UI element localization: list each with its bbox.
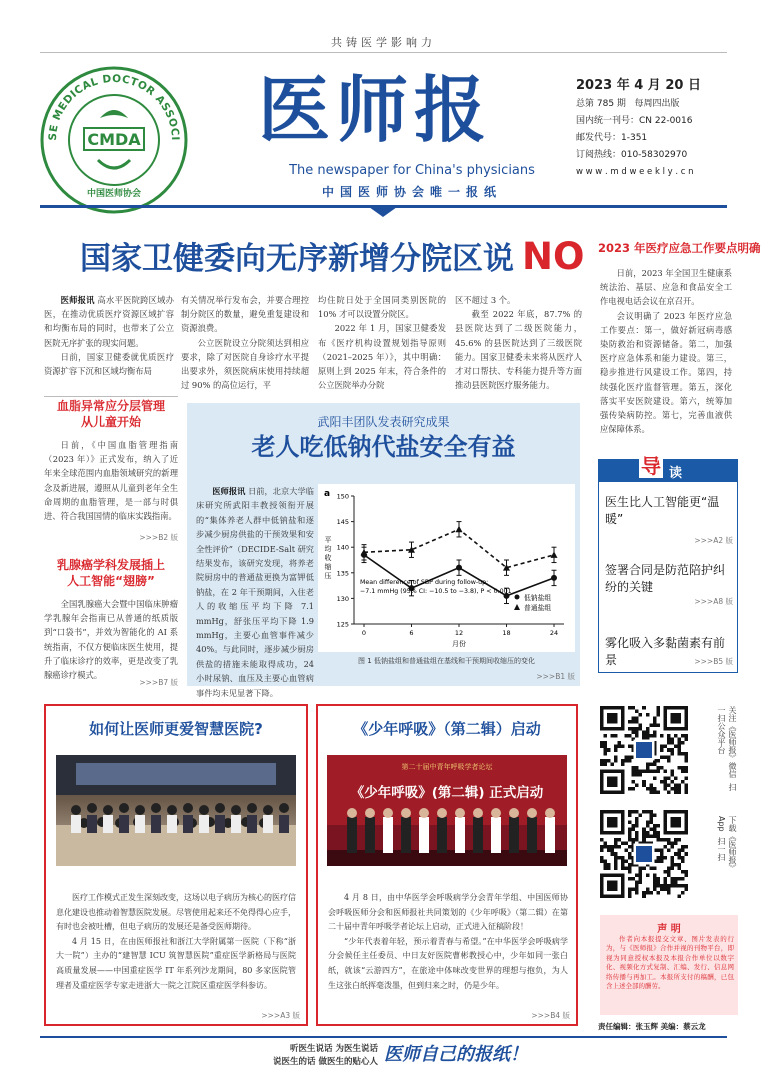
chart-point xyxy=(551,551,558,558)
app-qr-label-b: 扫一扫 xyxy=(717,836,726,861)
headline-col4-text: 区不超过 3 个。 xyxy=(455,295,516,305)
feature-figure-caption: 图 1 低钠盐组和普通盐组在基线和干预期间收缩压的变化 xyxy=(358,657,535,665)
chart-x-tick-label: 0 xyxy=(361,629,367,637)
app-qr-code[interactable] xyxy=(600,810,688,898)
headline-col2b-text: 公立医院设立分院须达到相应要求，除了对医院自身诊疗水平提出要求外，须医院病床使用持续超过 90% 的高位运行，平 xyxy=(181,337,309,391)
chart-y-tick-label: 130 xyxy=(336,594,349,603)
website-link[interactable]: w w w . m d w e e k l y . c n xyxy=(576,167,694,177)
left1-title[interactable] xyxy=(44,398,178,430)
feature-kicker: 武阳丰团队发表研究成果 xyxy=(317,415,450,429)
chart-y-label-char: 平 xyxy=(324,536,332,544)
chart-x-label: 月份 xyxy=(452,640,466,648)
chart-y-tick-label: 145 xyxy=(336,518,349,527)
guide-header-char: 导 xyxy=(641,454,661,478)
headline-col3-text: 均住院日处于全国同类别医院的 10% 才可以设置分院区。 xyxy=(318,295,446,320)
box2-photo xyxy=(327,755,567,866)
headline-col-4 xyxy=(455,293,582,392)
headline-col1b-text: 日前，国家卫健委就优质医疗资源扩容下沉和区域均衡布局 xyxy=(44,351,174,377)
feature-body xyxy=(196,484,314,700)
footer-editors: 责任编辑：张玉辉 美编：蔡云龙 xyxy=(598,1022,706,1031)
box1-title[interactable]: 如何让医师更爱智慧医院? xyxy=(89,720,263,738)
masthead-triangle xyxy=(369,207,397,217)
issue-number: 总第 785 期 xyxy=(576,99,626,109)
issue-date: 2023 年 4 月 20 日 xyxy=(576,78,701,93)
guide-item-1[interactable]: 医生比人工智能更“温暖” xyxy=(605,495,720,526)
headline-col4b-text: 截至 2022 年底，87.7% 的县医院达到了二级医院能力，45.6% 的县医院达到了三级医院能力。国家卫健委未来将从医疗人才对口帮扶、专科能力提升等方面推动县医院医疗服务能力。 xyxy=(455,309,582,391)
sbp-line-chart xyxy=(318,484,575,652)
chart-legend-marker xyxy=(514,604,520,610)
left2-title-line2: 人工智能“翅膀” xyxy=(67,574,155,588)
footer-slogan-line2: 说医生的话 做医生的贴心人 xyxy=(273,1057,378,1067)
svg-text:CHINESE MEDICAL DOCTOR ASSOCIA: SE MEDICAL DOCTOR ASSOCI xyxy=(46,72,182,142)
box2-text-2: “少年代表着年轻，预示着青春与希望。”在中华医学会呼吸病学分会候任主任委员、中日友好医院曹彬教授心中，少年如同一张白纸，就该“云游四方”，在旅途中体味改变世界的理想与抱负，为人生这张白纸挥毫泼墨，但到归来之时，仍是少年。 xyxy=(328,936,568,990)
left1-body xyxy=(44,438,178,523)
box1-page-ref[interactable]: >>>A3 版 xyxy=(261,1011,300,1020)
wechat-qr-code[interactable] xyxy=(600,706,688,794)
right-top-title[interactable]: 2023 年医疗应急工作要点明确 xyxy=(598,241,761,255)
chart-y-label-char: 均 xyxy=(324,545,332,553)
newspaper-title: 医师报 xyxy=(258,67,493,152)
feature-text: 日前，北京大学临床研究所武阳丰教授领衔开展的“集体养老人群中低钠盐和逐步减少厨房供盐的干预效果和安全性评价”（DECIDE-Salt 研究结果发布，该研究发现，将养老院厨房中的普通盐更换为富钾低钠盐，在 2 年干预期间，入住老人的收缩压平均下降 7.1 mmHg，舒张压平均下降 1.9 mmHg，主要心血管事件减少 40%。与此同时，逐步减少厨房供盐的措施未能取得成功，24 小时尿钠、血压及主要心血管病事件均未见显著下降。 xyxy=(196,486,314,698)
app-qr-label-a: 下载《医师报》App xyxy=(717,816,737,872)
chart-panel-label: a xyxy=(324,489,331,499)
box1-text-2: 4 月 15 日，在由医师报社和浙江大学附属第一医院（下称“浙大一院”）主办的“建智慧 ICU 筑智慧医院”重症医学新格局与医院高质量发展——中国重症医学 IT 年系列沙龙期间，80 多家医院管理者及重症医学专家走进浙大一院之江院区重症医学科参访。 xyxy=(56,936,296,990)
right-top-body xyxy=(600,266,732,436)
svg-text:中国医师协会: 中国医师协会 xyxy=(86,189,142,199)
chart-point xyxy=(456,526,463,533)
box2-title[interactable]: 《少年呼吸》（第二辑）启动 xyxy=(353,720,541,738)
footer-calligraphy: 医师自己的报纸！ xyxy=(384,1044,528,1065)
svg-text:《少年呼吸》(第二辑) 正式启动: 《少年呼吸》(第二辑) 正式启动 xyxy=(350,785,544,801)
chart-point xyxy=(456,565,462,571)
chart-legend-label: 低钠盐组 xyxy=(524,594,552,602)
chart-y-tick-label: 140 xyxy=(336,543,349,552)
left2-page-ref[interactable]: >>>B7 版 xyxy=(139,678,178,687)
chart-legend-marker xyxy=(515,595,520,600)
left2-title[interactable] xyxy=(44,557,178,589)
footer-rule xyxy=(40,1036,727,1038)
guide-item-1-ref[interactable]: >>>A2 版 xyxy=(694,536,733,545)
headline-col-2 xyxy=(181,293,309,392)
headline-col2-text: 有关情况举行发布会，并要合理控制分院区的数量，避免重复建设和资源浪费。 xyxy=(181,295,309,334)
box2-page-ref[interactable]: >>>B4 版 xyxy=(531,1011,570,1020)
chart-annotation-line2: −7.1 mmHg (95% CI: −10.5 to −3.8), P < 0.001 xyxy=(360,588,512,595)
cmda-logo xyxy=(40,66,188,214)
box1-body xyxy=(56,891,296,993)
postal-code: 邮发代号：1-351 xyxy=(576,133,648,143)
chart-x-tick-label: 18 xyxy=(502,629,511,637)
left1-page-ref[interactable]: >>>B2 版 xyxy=(139,533,178,542)
main-headline-no: NO xyxy=(522,235,585,278)
notice-text: 作者向本报提交文章、图片发表的行为，与《医师报》合作并视的刊物平台，即视为同意授权本报及本报合作单位以数字化、视频化方式复制、汇编、发行、信息网络传播与再加工。本报所支付的稿酬，已包含上述全部的酬劳。 xyxy=(606,935,734,991)
box1-photo xyxy=(56,755,296,866)
masthead-top-rule xyxy=(40,52,727,53)
notice-title: 声 明 xyxy=(657,924,681,935)
svg-text:第二十届中青年呼吸学者论坛: 第二十届中青年呼吸学者论坛 xyxy=(401,763,493,771)
left1-title-line2: 从儿童开始 xyxy=(80,415,141,429)
main-headline-text: 国家卫健委向无序新增分院区说 xyxy=(80,241,514,277)
left2-text: 全国乳腺癌大会暨中国临床肿瘤学乳腺年会指南已从普通的纸质版到“口袋书”，并效为智能化的 AI 系统指南，不仅方便临床医生使用，提升了临床诊疗的效率，更是改变了乳腺癌诊疗模式。 xyxy=(44,599,178,681)
left2-title-line1: 乳腺癌学科发展插上 xyxy=(56,558,165,572)
headline-col1-text: 高水平医院跨区域办医，在推动优质医疗资源区域扩容和均衡布局的同时，也带来了公立医院无序扩张的现实问题。 xyxy=(44,295,174,348)
chart-y-tick-label: 125 xyxy=(336,620,349,629)
headline-col-3 xyxy=(318,293,446,392)
guide-header xyxy=(599,454,737,482)
chart-y-tick-label: 135 xyxy=(336,569,349,578)
chart-x-tick-label: 6 xyxy=(409,629,414,637)
issue-frequency: 每周四出版 xyxy=(634,99,680,109)
wechat-qr-label xyxy=(700,706,738,794)
footer-slogan-box xyxy=(248,1043,378,1069)
left-section-rule xyxy=(44,396,178,397)
feature-chart-card xyxy=(318,484,575,652)
cn-number: 国内统一刊号：CN 22-0016 xyxy=(576,116,693,126)
wechat-qr-label-a: 关注《医师报》微信 xyxy=(728,706,737,778)
chart-y-label-char: 缩 xyxy=(324,563,332,571)
guide-item-2-ref[interactable]: >>>A8 版 xyxy=(694,597,733,606)
left1-text: 日前，《中国血脂管理指南（2023 年）》正式发布，纳入了近年来全球范围内血脂领域研究的新理念及新进展，遵照从儿童到老年全生命周期的血脂管理，是一部与时俱进、符合我国国情的临床实践指南。 xyxy=(44,440,178,522)
feature-title[interactable]: 老人吃低钠代盐安全有益 xyxy=(251,433,516,461)
issue-info xyxy=(576,76,736,181)
right-top-text-2: 会议明确了 2023 年医疗应急工作要点：第一，做好新冠病毒感染防救治和资源储备。第二，加强医疗应急体系和能力建设。第三，稳步推进行风建设工作。第四，持续强化医疗监督管理。第五，深化落实平安医院建设。第六，统筹加强传染病防控。第七，完善血液供应保障体系。 xyxy=(600,310,732,435)
feature-page-ref[interactable]: >>>B1 版 xyxy=(536,672,575,681)
chart-legend-label: 普通盐组 xyxy=(524,604,552,612)
left1-title-line1: 血脂异常应分层管理 xyxy=(56,399,165,413)
guide-header-rest: 读 xyxy=(669,466,683,481)
chart-x-tick-label: 12 xyxy=(454,629,464,637)
chart-x-tick-label: 24 xyxy=(549,629,559,637)
hotline: 订阅热线：010-58302970 xyxy=(576,150,688,160)
subtitle-english: The newspaper for China's physicians xyxy=(289,163,535,178)
chart-point xyxy=(551,575,557,581)
right-top-text-1: 日前，2023 年全国卫生健康系统法治、基层、应急和食品安全工作电视电话会议在京召开。 xyxy=(600,268,732,307)
main-headline[interactable] xyxy=(80,232,585,284)
headline-col3b-text: 2022 年 1 月，国家卫健委发布《医疗机构设置规划指导原则（2021–2025 年）》，其中明确：原则上到 2025 年末，符合条件的公立医院举办分院 xyxy=(318,323,446,391)
guide-item-3[interactable]: 雾化吸入多黏菌素有前景 xyxy=(605,636,726,667)
wechat-qr-label-b: 扫一扫公众平台 xyxy=(717,706,737,792)
guide-item-2[interactable]: 签署合同是防范陪护纠纷的关键 xyxy=(605,563,726,594)
chart-y-tick-label: 150 xyxy=(336,492,349,501)
chart-y-label-char: 压 xyxy=(324,572,332,580)
box2-text-1: 4 月 8 日，由中华医学会呼吸病学分会青年学组、中国医师协会呼吸医师分会和医师报社共同策划的《少年呼吸》（第二辑）在第二十届中青年呼吸学者论坛上启动，正式进入征稿阶段！ xyxy=(328,893,568,932)
headline-source: 医师报讯 xyxy=(60,295,95,305)
feature-source: 医师报讯 xyxy=(212,486,246,496)
masthead-slogan: 共铸医学影响力 xyxy=(331,36,436,49)
subtitle-chinese: 中国医师协会唯一报纸 xyxy=(321,185,502,199)
svg-text:CMDA: CMDA xyxy=(87,130,141,149)
left2-body xyxy=(44,597,178,682)
chart-annotation-line1: Mean difference of SBP during follow-up: xyxy=(360,579,489,586)
guide-item-3-ref[interactable]: >>>B5 版 xyxy=(694,657,733,666)
app-qr-label xyxy=(700,816,738,896)
box1-text-1: 医疗工作模式正发生深刻改变，这场以电子病历为核心的医疗信息化建设也推动着智慧医院发展。尽管使用起来还不免得得心应手，有时也会被吐槽，但电子病历的发展还是备受医师期待。 xyxy=(56,893,296,932)
headline-col-1 xyxy=(44,293,174,378)
footer-slogan-line1: 听医生说话 为医生说话 xyxy=(290,1044,378,1054)
chart-y-label-char: 收 xyxy=(324,554,332,562)
box2-body xyxy=(328,891,568,993)
